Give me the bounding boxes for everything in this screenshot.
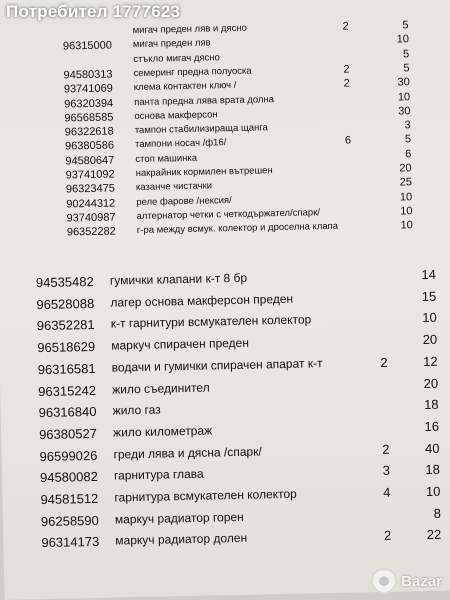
part-code: 94580647: [65, 154, 115, 168]
part-description: семеринг предна полуоска: [133, 65, 252, 79]
part-price: 5: [404, 133, 412, 146]
part-code: 93740987: [66, 211, 116, 225]
part-description: тампони носач /ф16/: [134, 137, 227, 151]
part-description: клема контактен ключ /: [133, 80, 237, 94]
part-description: мигач преден ляв: [132, 37, 211, 51]
part-description: мигач преден ляв и дясно: [132, 22, 248, 37]
part-description: жило километраж: [112, 423, 213, 440]
logo-icon: [371, 568, 397, 594]
table-row: [0, 288, 450, 314]
part-price: 30: [397, 76, 410, 89]
part-description: г-ра между всмук. колектор и дроселна клапа: [136, 220, 339, 237]
part-description: гарнитура глава: [113, 466, 204, 483]
part-price: 5: [402, 19, 409, 32]
part-description: гарнитура всмукателен колектор: [114, 486, 297, 505]
part-code: 94580082: [39, 469, 99, 486]
table-row: [0, 353, 450, 379]
part-description: накрайник кормилен вътрешен: [135, 165, 273, 180]
part-price: 14: [421, 266, 436, 283]
part-code: 96322618: [64, 125, 114, 139]
part-description: маркуч радиатор горен: [114, 509, 244, 527]
part-quantity: 2: [382, 441, 390, 457]
part-price: 20: [399, 162, 412, 175]
part-price: 40: [424, 440, 440, 456]
part-price: 10: [400, 219, 413, 232]
part-price: 10: [422, 310, 437, 326]
part-code: 96314173: [41, 534, 100, 551]
part-code: 96316840: [38, 404, 97, 421]
part-code: 96568585: [64, 111, 114, 125]
table-row: [0, 331, 450, 357]
part-description: алтернатор четки с четкодържател/спарк/: [136, 207, 321, 222]
part-price: 20: [422, 331, 438, 348]
part-description: казанче чистачки: [135, 180, 213, 194]
part-quantity: 2: [343, 77, 350, 90]
part-quantity: 2: [343, 63, 350, 76]
part-price: 22: [426, 527, 442, 543]
part-code: 96380527: [38, 425, 98, 442]
table-row: [3, 526, 450, 552]
logo-text: Bazar: [401, 572, 442, 590]
part-price: 10: [399, 190, 413, 204]
part-code: 94535482: [35, 273, 94, 291]
table-row: [1, 418, 450, 444]
part-description: панта предна лява врата долна: [134, 93, 275, 108]
part-code: 96320394: [64, 96, 114, 111]
part-quantity: 6: [344, 134, 352, 148]
part-code: 96352282: [66, 225, 116, 239]
part-quantity: 3: [382, 463, 391, 479]
part-code: 96518629: [37, 339, 96, 356]
part-description: маркуч спирачен преден: [111, 335, 250, 353]
part-code: 94581512: [40, 490, 99, 508]
part-price: 10: [425, 483, 441, 500]
part-quantity: 2: [342, 20, 349, 33]
part-description: жило газ: [112, 402, 161, 418]
part-price: 18: [423, 396, 439, 413]
part-price: 6: [405, 147, 412, 161]
part-code: 96258590: [40, 512, 99, 529]
part-code: 90244312: [66, 197, 116, 211]
table-row: [1, 396, 450, 422]
part-code: 93741092: [65, 168, 115, 182]
part-price: 18: [425, 462, 441, 478]
part-price: 20: [423, 375, 439, 391]
part-description: стоп машинка: [135, 152, 198, 165]
part-code: 96380586: [64, 139, 115, 153]
part-price: 5: [403, 62, 410, 75]
part-description: водачи и гумички спирачен апарат к-т: [111, 355, 323, 375]
part-price: 3: [404, 119, 411, 132]
part-code: 96352281: [36, 317, 95, 334]
table-row: [0, 375, 450, 401]
part-description: основа макферсон: [134, 109, 218, 122]
part-description: к-т гарнитури всмукателен колектор: [110, 312, 312, 331]
site-logo: [371, 568, 442, 594]
part-price: 8: [433, 505, 441, 521]
part-description: тампон стабилизираща щанга: [134, 122, 268, 137]
part-code: 96315000: [62, 39, 113, 53]
part-price: 5: [402, 47, 410, 60]
part-code: 93741069: [63, 82, 113, 96]
part-code: 96323475: [65, 182, 116, 196]
part-price: 25: [399, 176, 413, 189]
table-row: [2, 461, 450, 487]
part-price: 10: [396, 33, 410, 46]
table-row: [2, 483, 450, 509]
part-code: 96316581: [37, 360, 96, 377]
table-row: [3, 505, 450, 531]
part-description: маркуч радиатор долен: [115, 531, 248, 548]
part-code: 96315242: [38, 382, 97, 399]
table-row: [0, 266, 450, 292]
part-price: 12: [423, 353, 438, 369]
user-watermark-label: Потребител 1777623: [6, 2, 181, 21]
part-quantity: 4: [383, 484, 391, 500]
part-price: 10: [400, 205, 413, 218]
part-description: лагер основа макферсон преден: [110, 291, 294, 310]
part-price: 10: [397, 90, 411, 104]
part-price: 15: [421, 288, 437, 304]
part-price: 16: [424, 418, 440, 434]
part-description: реле фарове /нексия/: [136, 194, 232, 208]
part-code: 96528088: [36, 295, 95, 312]
part-description: гумички клапани к-т 8 бр: [109, 270, 248, 288]
table-row: [1, 440, 450, 466]
part-description: греди лява и дясна /спарк/: [113, 444, 262, 462]
part-quantity: 2: [380, 354, 388, 370]
part-description: жило съединител: [112, 380, 210, 397]
part-code: 96599026: [39, 447, 98, 464]
table-row: [0, 309, 450, 335]
part-code: 94580313: [63, 68, 113, 82]
part-quantity: 2: [383, 528, 392, 544]
part-description: стъкло мигач дясно: [133, 51, 220, 65]
part-price: 30: [398, 105, 411, 118]
